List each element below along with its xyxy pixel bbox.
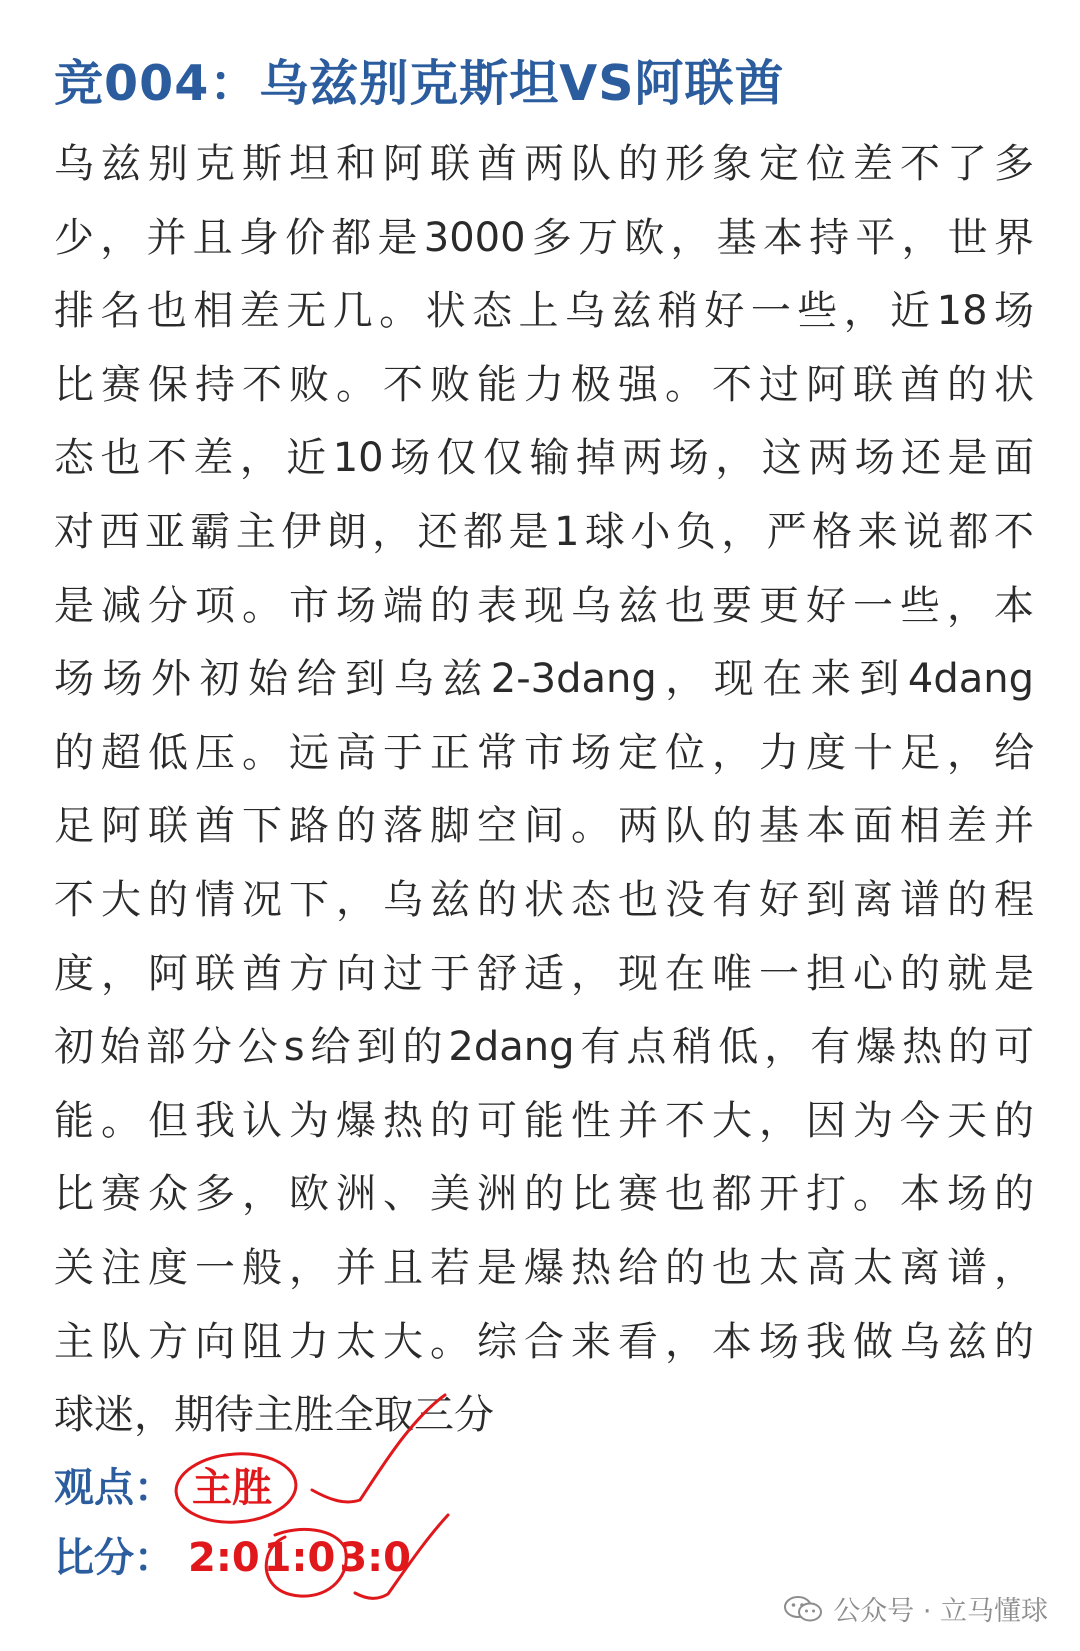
body-line: 场场外初始给到乌兹2-3dang，现在来到4dang	[54, 656, 1034, 703]
body-line: 球迷，期待主胜全取三分	[54, 1392, 494, 1439]
body-line: 比赛众多，欧洲、美洲的比赛也都开打。本场的	[54, 1171, 1034, 1218]
score-row	[54, 1528, 415, 1588]
pick-label: 观点：	[54, 1465, 174, 1511]
watermark	[783, 1589, 1048, 1628]
score-value: 1:0	[263, 1535, 336, 1581]
score-label: 比分：	[54, 1535, 174, 1581]
body-line: 主队方向阻力太大。综合来看，本场我做乌兹的	[54, 1318, 1034, 1365]
body-line: 足阿联酋下路的落脚空间。两队的基本面相差并	[54, 803, 1034, 850]
body-line: 不大的情况下，乌兹的状态也没有好到离谱的程	[54, 876, 1034, 923]
score-value: 2:0	[188, 1535, 260, 1581]
pick-row	[54, 1458, 272, 1518]
body-line: 关注度一般，并且若是爆热给的也太高太离谱，	[54, 1244, 1034, 1291]
wechat-icon	[783, 1595, 823, 1623]
article-title: 竞004：乌兹别克斯坦VS阿联酋	[54, 55, 785, 112]
body-line: 的超低压。远高于正常市场定位，力度十足，给	[54, 729, 1034, 776]
body-line: 排名也相差无几。状态上乌兹稍好一些，近18场	[54, 288, 1034, 335]
score-value: 3:0	[339, 1535, 412, 1581]
article-body	[54, 128, 1034, 1453]
body-line: 初始部分公s给到的2dang有点稍低，有爆热的可	[54, 1024, 1034, 1071]
body-line: 是减分项。市场端的表现乌兹也要更好一些，本	[54, 582, 1034, 629]
watermark-text: 公众号 · 立马懂球	[833, 1596, 1048, 1627]
body-line: 乌兹别克斯坦和阿联酋两队的形象定位差不了多	[54, 141, 1034, 187]
body-line: 对西亚霸主伊朗，还都是1球小负，严格来说都不	[54, 508, 1034, 555]
body-line: 度，阿联酋方向过于舒适，现在唯一担心的就是	[54, 950, 1034, 997]
body-line: 比赛保持不败。不败能力极强。不过阿联酋的状	[54, 361, 1034, 408]
body-line: 少，并且身价都是3000多万欧，基本持平，世界	[54, 214, 1034, 261]
pick-value: 主胜	[192, 1465, 272, 1511]
body-line: 态也不差，近10场仅仅输掉两场，这两场还是面	[54, 435, 1034, 482]
body-line: 能。但我认为爆热的可能性并不大，因为今天的	[54, 1097, 1034, 1144]
